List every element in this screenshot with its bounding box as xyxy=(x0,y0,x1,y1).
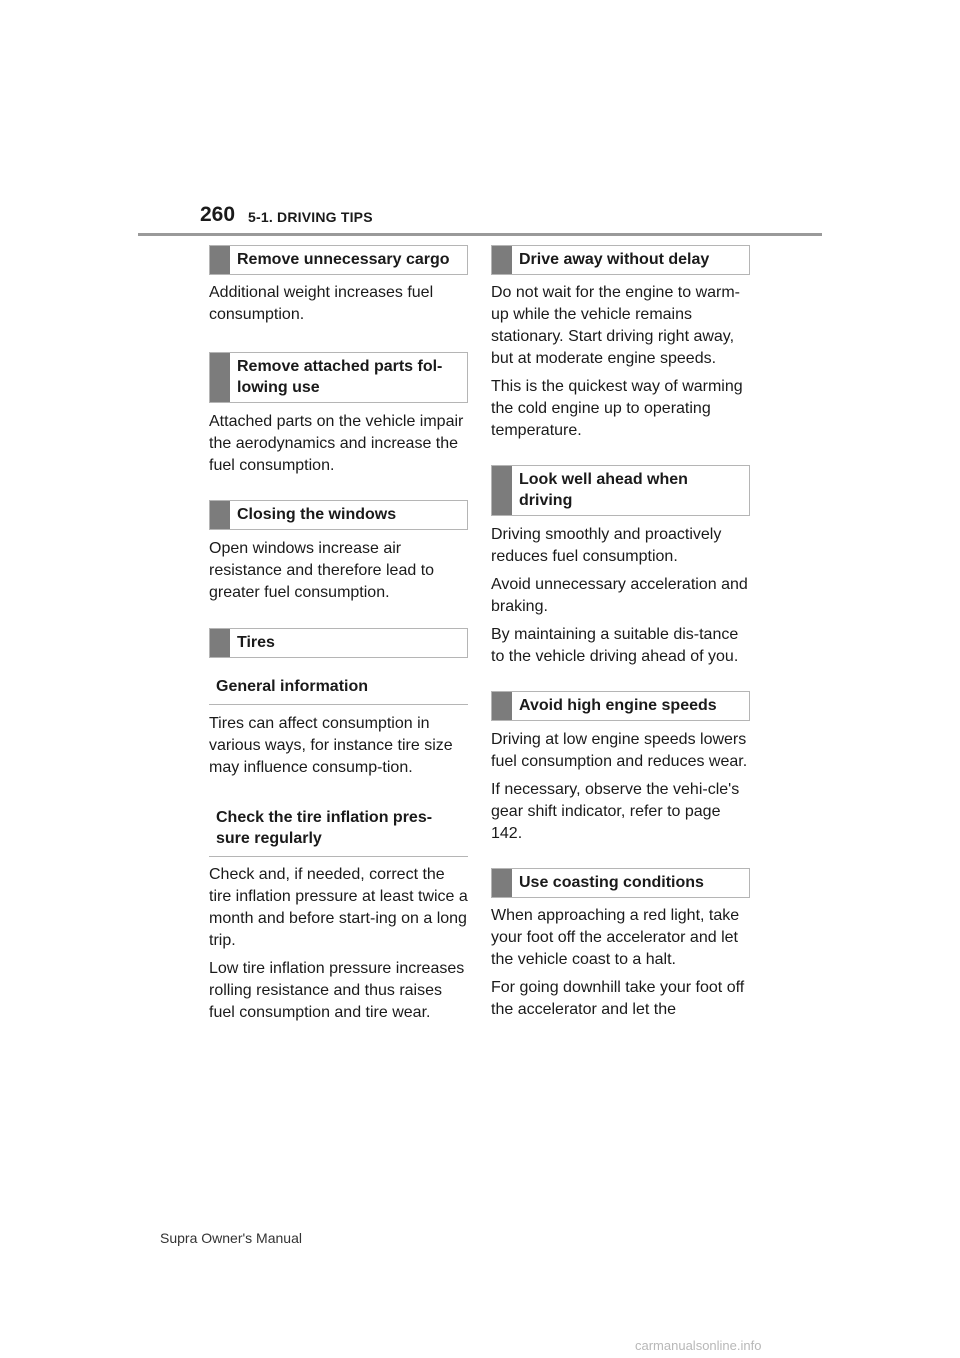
paragraph-low-engine-speeds: Driving at low engine speeds lowers fuel consumption and reduces wear. xyxy=(491,731,748,770)
paragraph-warm-up: This is the quickest way of warming the cold engine up to operating temperature. xyxy=(491,378,743,439)
paragraph-inflation-low: Low tire inflation pressure increases rolling resistance and thus raises fuel consumption and tire wear. xyxy=(209,960,465,1021)
paragraph-drive-smoothly: Driving smoothly and proactively reduces fuel consumption. xyxy=(491,526,722,565)
paragraph-avoid-acceleration: Avoid unnecessary acceleration and braking. xyxy=(491,576,748,615)
heading-closing-windows: Closing the windows xyxy=(209,500,468,530)
paragraph-windows: Open windows increase air resistance and therefore lead to greater fuel consumption. xyxy=(209,540,435,601)
paragraph-red-light: When approaching a red light, take your foot off the accelerator and let the vehicle coast to a halt. xyxy=(491,907,740,968)
paragraph-drive-away: Do not wait for the engine to warm-up while the vehicle remains stationary. Start driving right away, but at moderate engine speeds. xyxy=(491,284,741,367)
header-rule xyxy=(138,233,822,236)
subheading-general-information: General information xyxy=(209,670,468,705)
paragraph-distance: By maintaining a suitable dis-tance to the vehicle driving ahead of you. xyxy=(491,626,739,665)
heading-coasting: Use coasting conditions xyxy=(491,868,750,898)
paragraph-downhill: For going downhill take your foot off the accelerator and let the xyxy=(491,979,745,1018)
paragraph-general-information: Tires can affect consumption in various ways, for instance tire size may influence consump-tion. xyxy=(209,715,453,776)
page-number: 260 xyxy=(200,203,236,226)
paragraph-cargo: Additional weight increases fuel consumption. xyxy=(209,284,434,323)
subheading-check-inflation: Check the tire inflation pres-sure regularly xyxy=(209,801,468,857)
paragraph-gear-shift: If necessary, observe the vehi-cle's gear shift indicator, refer to page 142. xyxy=(491,781,740,842)
section-title: 5-1. DRIVING TIPS xyxy=(248,209,373,225)
heading-tires: Tires xyxy=(209,628,468,658)
watermark: carmanualsonline.info xyxy=(635,1338,762,1353)
heading-remove-attached-parts: Remove attached parts fol-lowing use xyxy=(209,352,468,403)
heading-drive-away: Drive away without delay xyxy=(491,245,750,275)
paragraph-inflation-check: Check and, if needed, correct the tire inflation pressure at least twice a month and before start-ing on a long trip. xyxy=(209,866,468,949)
heading-avoid-high-engine-speeds: Avoid high engine speeds xyxy=(491,691,750,721)
right-column xyxy=(491,245,750,1021)
footer-manual-name: Supra Owner's Manual xyxy=(160,1230,302,1246)
paragraph-attached-parts: Attached parts on the vehicle impair the aerodynamics and increase the fuel consumption. xyxy=(209,413,464,474)
left-column xyxy=(209,245,468,1024)
heading-remove-cargo: Remove unnecessary cargo xyxy=(209,245,468,275)
heading-look-ahead: Look well ahead when driving xyxy=(491,465,750,516)
